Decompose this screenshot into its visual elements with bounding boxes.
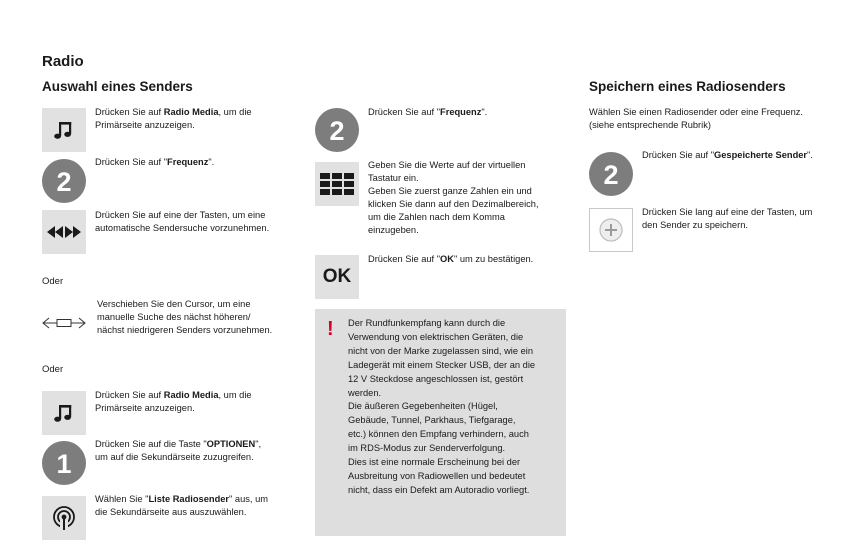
step-radio-media: Drücken Sie auf Radio Media, um die Primärseite anzuzeigen.	[95, 107, 252, 130]
warning-line: 12 V Steckdose angeschlossen ist, gestört	[348, 373, 524, 384]
oder-label: Oder	[42, 364, 64, 375]
page-title: Radio	[42, 53, 84, 70]
warning-line: Ladegerät mit einem Stecker USB, der an die	[348, 359, 536, 370]
section-heading-save: Speichern eines Radiosenders	[589, 79, 786, 94]
warning-line: im RDS-Modus zur Senderverfolgung.	[348, 443, 506, 454]
plus-icon	[589, 208, 633, 252]
warning-line: nicht, dass ein Defekt am Autoradio vorliegt.	[348, 484, 530, 495]
oder-label: Oder	[42, 276, 64, 287]
warning-text	[348, 317, 560, 498]
step-frequency: Drücken Sie auf "Frequenz".	[95, 157, 215, 167]
step-number-badge: 1	[42, 441, 86, 485]
ok-icon: OK	[315, 255, 359, 299]
step-ok: Drücken Sie auf "OK" um zu bestätigen.	[368, 254, 534, 264]
step-frequency-mid: Drücken Sie auf "Frequenz".	[368, 107, 488, 117]
section-heading-select: Auswahl eines Senders	[42, 79, 193, 94]
keypad-icon	[315, 162, 359, 206]
warning-line: nicht von der Marke zugelassen sind, wie ein	[348, 345, 534, 356]
music-note-icon	[42, 391, 86, 435]
step-number-badge: 2	[42, 159, 86, 203]
warning-line: werden.	[348, 387, 382, 398]
warning-line: Die äußeren Gegebenheiten (Hügel,	[348, 401, 498, 412]
step-number-badge: 2	[589, 152, 633, 196]
warning-line: Verwendung von elektrischen Geräten, die	[348, 331, 524, 342]
warning-line: Ausbreitung von Radiowellen und bedeutet	[348, 470, 526, 481]
warning-line: Der Rundfunkempfang kann durch die	[348, 318, 506, 328]
seek-arrows-icon	[42, 210, 86, 254]
step-radio-media-2: Drücken Sie auf Radio Media, um die Primärseite anzuzeigen.	[95, 390, 252, 413]
step-saved-stations: Drücken Sie auf "Gespeicherte Sender".	[642, 150, 813, 160]
radio-antenna-icon	[42, 496, 86, 540]
step-virtual-keyboard: Geben Sie die Werte auf der virtuellen Tastatur ein. Geben Sie zuerst ganze Zahlen ein und klicken Sie dann auf den Dezimalbereich, um die Zahlen nach dem Komma einzugeben.	[368, 160, 539, 235]
music-note-icon	[42, 108, 86, 152]
warning-line: Dies ist eine normale Erscheinung bei der	[348, 457, 521, 468]
step-auto-search: Drücken Sie auf eine der Tasten, um eine automatische Sendersuche vorzunehmen.	[95, 210, 270, 233]
warning-line: Gebäude, Tunnel, Parkhaus, Tiefgarage,	[348, 415, 516, 426]
step-number-badge: 2	[315, 108, 359, 152]
slider-cursor-icon	[42, 316, 86, 330]
step-station-list: Wählen Sie "Liste Radiosender" aus, um die Sekundärseite aus auszuwählen.	[95, 494, 269, 517]
save-intro: Wählen Sie einen Radiosender oder eine Frequenz. (siehe entsprechende Rubrik)	[589, 107, 803, 130]
step-long-press: Drücken Sie lang auf eine der Tasten, um den Sender zu speichern.	[642, 207, 813, 230]
step-manual-search: Verschieben Sie den Cursor, um eine manuelle Suche des nächst höheren/ nächst niedrigeren Senders vorzunehmen.	[97, 299, 273, 335]
warning-line: etc.) können den Empfang verhindern, auch	[348, 429, 529, 440]
step-options: Drücken Sie auf die Taste "OPTIONEN", um auf die Sekundärseite zuzugreifen.	[95, 439, 262, 462]
warning-icon: !	[327, 318, 334, 340]
